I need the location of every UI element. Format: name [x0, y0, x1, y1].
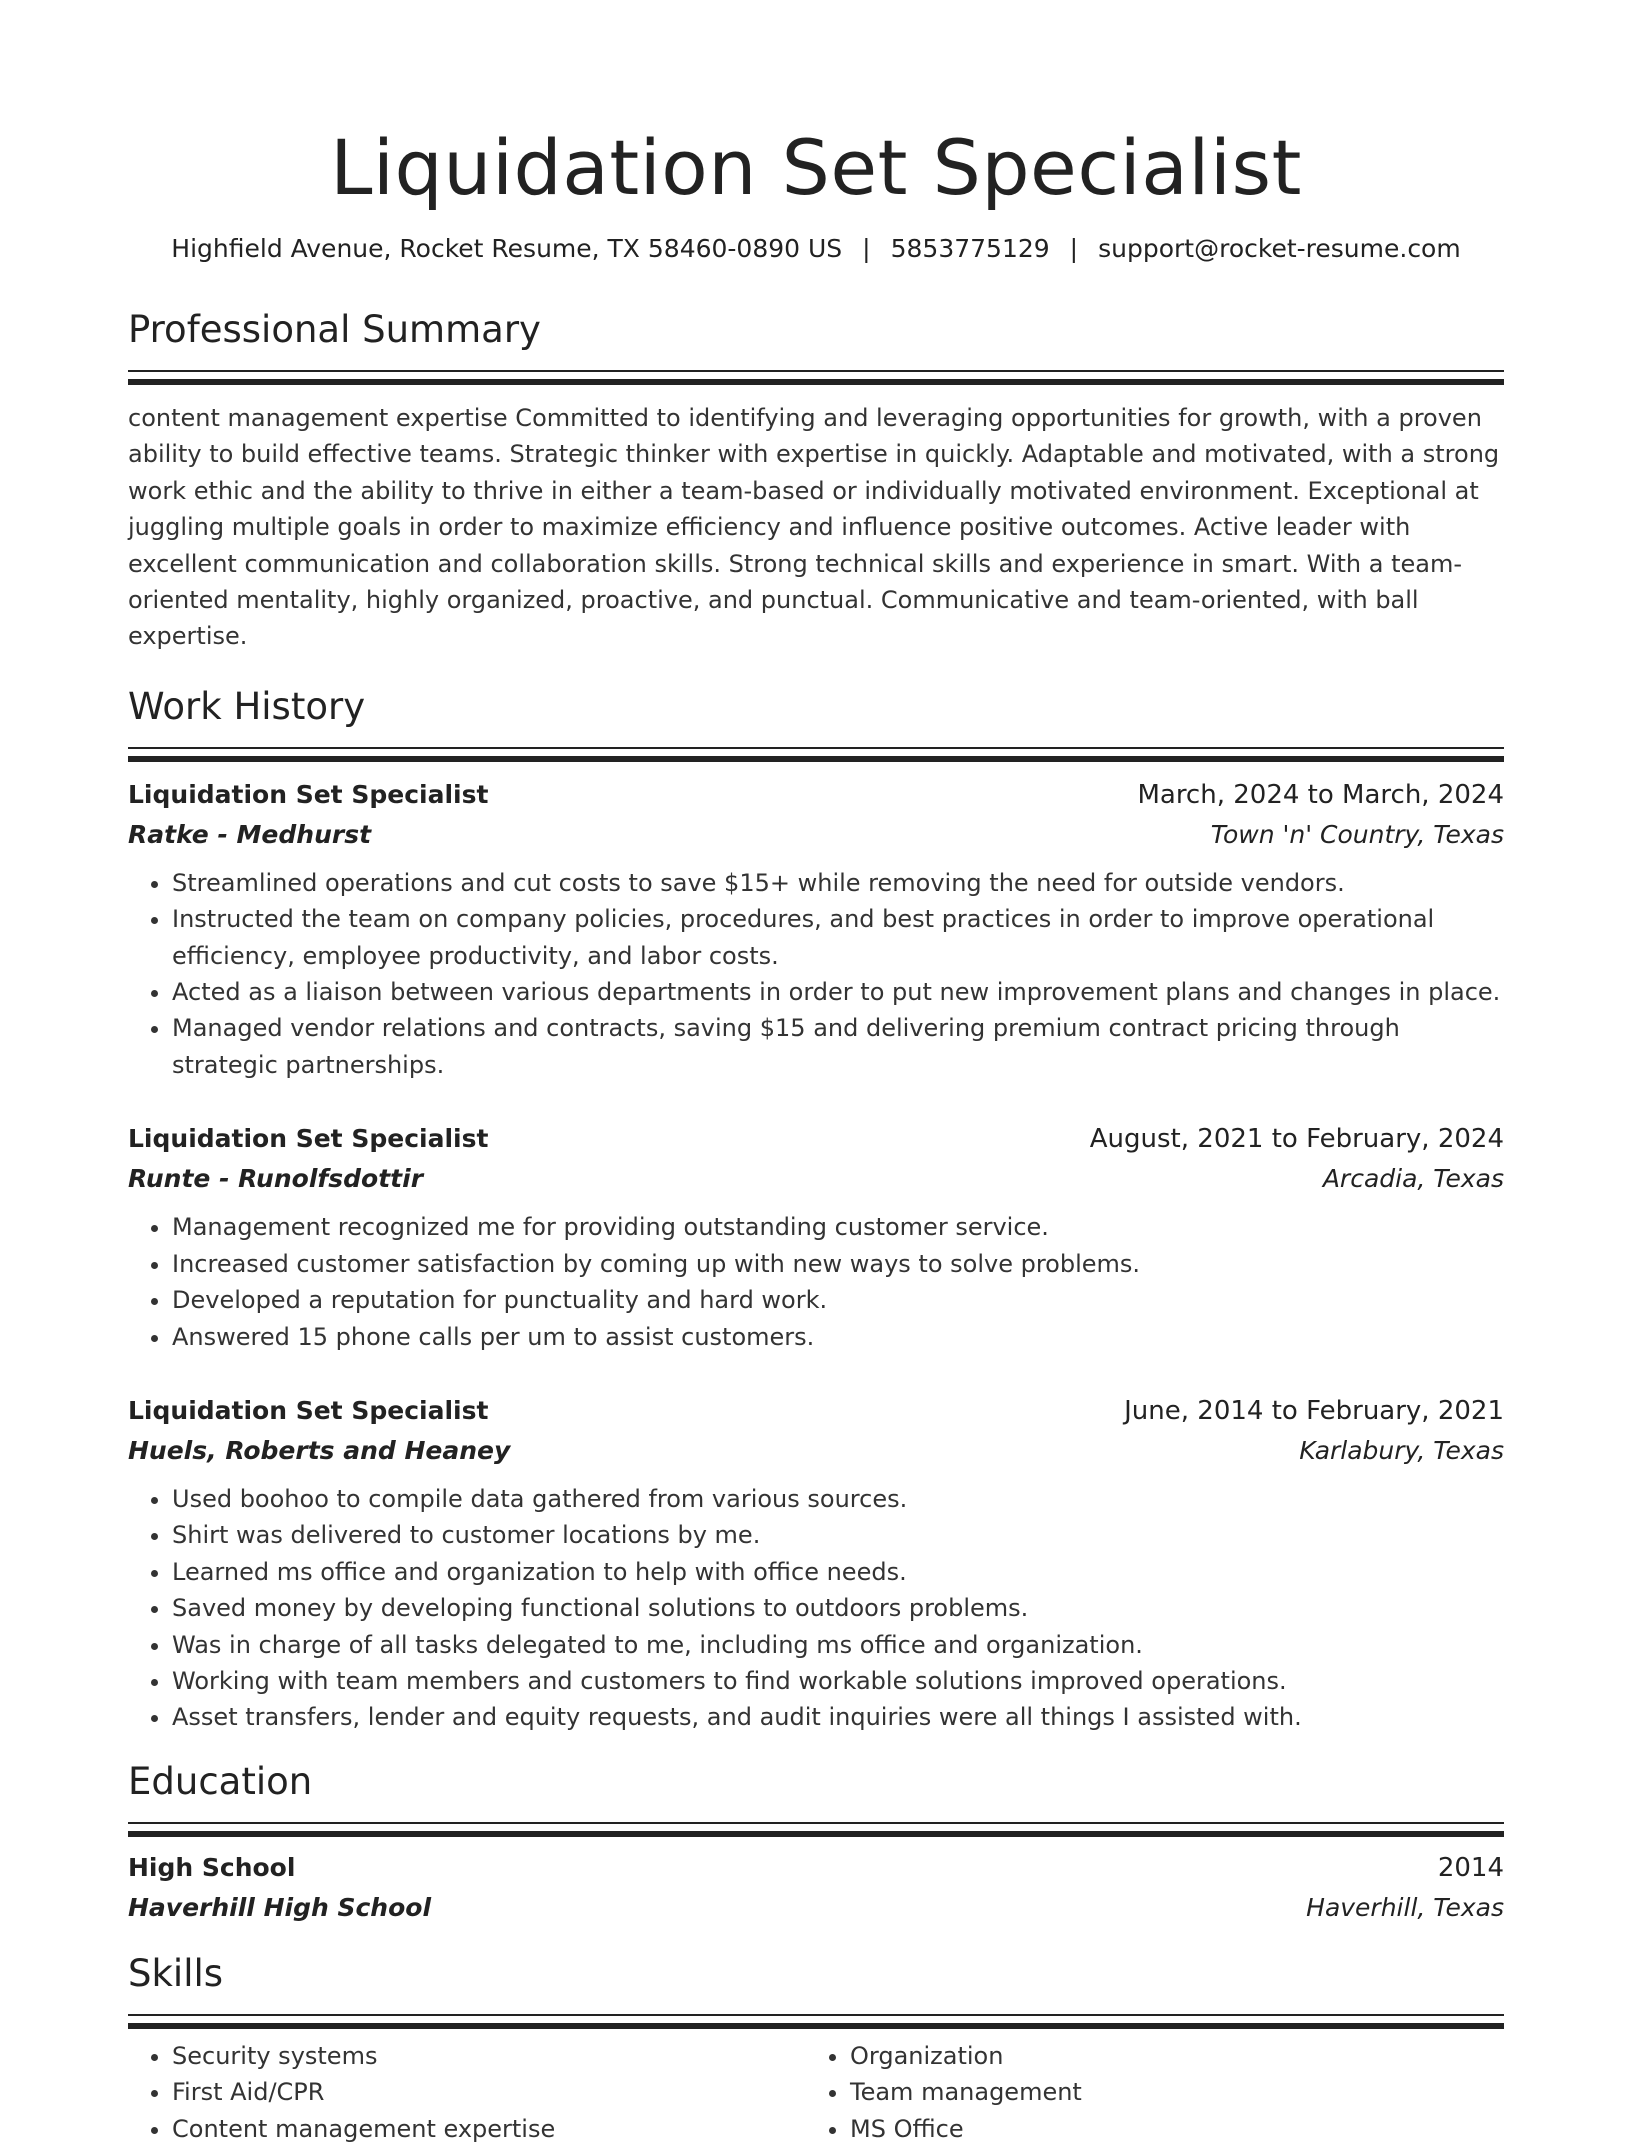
- skill-item: • MS Office: [850, 2111, 1484, 2147]
- job-location: Arcadia, Texas: [1322, 1164, 1504, 1194]
- job-bullet: • Increased customer satisfaction by coming up with new ways to solve problems.: [172, 1246, 1504, 1282]
- contact-phone: 5853775129: [890, 234, 1050, 263]
- section-divider: [128, 747, 1504, 759]
- section-divider: [128, 370, 1504, 382]
- contact-email: support@rocket-resume.com: [1098, 234, 1461, 263]
- skills-list-left: [128, 2038, 806, 2147]
- job-bullet: • Asset transfers, lender and equity requests, and audit inquiries were all things I assisted with.: [172, 1699, 1504, 1735]
- section-title-work-history: Work History: [128, 684, 366, 728]
- job-company: Runte - Runolfsdottir: [128, 1164, 424, 1194]
- job-bullet: • Management recognized me for providing outstanding customer service.: [172, 1209, 1504, 1245]
- contact-separator: |: [1069, 234, 1079, 263]
- skill-item: • Organization: [850, 2038, 1484, 2074]
- section-title-education: Education: [128, 1759, 313, 1803]
- job-location: Town 'n' Country, Texas: [1210, 819, 1504, 849]
- education-year: 2014: [1437, 1852, 1504, 1883]
- job-location: Karlabury, Texas: [1299, 1435, 1504, 1465]
- skill-item: • Content management expertise: [172, 2111, 806, 2147]
- contact-line: [128, 232, 1504, 266]
- job-dates: August, 2021 to February, 2024: [1089, 1124, 1504, 1155]
- summary-text: content management expertise Committed to identifying and leveraging opportunities for growth, with a proven ability to build effective teams. Strategic thinker with expertise in quickly. Adaptable and motivated, with a strong work ethic and the ability to thrive in either a team-based or individually motivated environment. Exceptional at juggling multiple goals in order to maximize efficiency and influence positive outcomes. Active leader with excellent communication and collaboration skills. Strong technical skills and experience in smart. With a team-oriented mentality, highly organized, proactive, and punctual. Communicative and team-oriented, with ball expertise.: [128, 404, 1500, 651]
- job-title: Liquidation Set Specialist: [128, 1124, 489, 1154]
- job-entry: [128, 1391, 1504, 1736]
- job-bullet: • Used boohoo to compile data gathered from various sources.: [172, 1481, 1504, 1517]
- job-bullet: • Acted as a liaison between various departments in order to put new improvement plans and changes in place.: [172, 974, 1504, 1010]
- skills-list-right: [806, 2038, 1484, 2147]
- candidate-name: Liquidation Set Specialist: [330, 123, 1302, 212]
- job-bullet: • Was in charge of all tasks delegated to me, including ms office and organization.: [172, 1627, 1504, 1663]
- job-entry: [128, 775, 1504, 1083]
- job-bullet: • Shirt was delivered to customer locations by me.: [172, 1517, 1504, 1553]
- job-bullet: • Instructed the team on company policies, procedures, and best practices in order to improve operational efficiency, employee productivity, and labor costs.: [172, 901, 1504, 974]
- education-section: [128, 1758, 1504, 1928]
- education-location: Haverhill, Texas: [1306, 1892, 1504, 1922]
- skill-item: • Security systems: [172, 2038, 806, 2074]
- section-divider: [128, 1822, 1504, 1834]
- job-company: Ratke - Medhurst: [128, 819, 372, 849]
- contact-separator: |: [862, 234, 871, 263]
- job-bullets: [128, 1209, 1504, 1355]
- job-bullet: • Managed vendor relations and contracts, saving $15 and delivering premium contract pricing through strategic partnerships.: [172, 1010, 1504, 1083]
- skills-section: [128, 1950, 1504, 2147]
- job-bullet: • Working with team members and customers to find workable solutions improved operations.: [172, 1663, 1504, 1699]
- education-school: Haverhill High School: [128, 1892, 432, 1922]
- job-bullet: • Streamlined operations and cut costs to save $15+ while removing the need for outside vendors.: [172, 865, 1504, 901]
- education-degree: High School: [128, 1852, 296, 1882]
- job-company: Huels, Roberts and Heaney: [128, 1435, 511, 1465]
- contact-address: Highfield Avenue, Rocket Resume, TX 58460-0890 US: [171, 234, 843, 263]
- work-history-section: [128, 683, 1504, 1736]
- job-bullets: [128, 1481, 1504, 1736]
- job-bullets: [128, 865, 1504, 1083]
- skills-columns: [128, 2038, 1504, 2147]
- job-bullet: • Learned ms office and organization to help with office needs.: [172, 1554, 1504, 1590]
- job-dates: March, 2024 to March, 2024: [1137, 779, 1504, 810]
- education-entry: [128, 1848, 1504, 1928]
- section-divider: [128, 2014, 1504, 2026]
- skill-item: • Team management: [850, 2074, 1484, 2110]
- job-entry: [128, 1119, 1504, 1355]
- resume-page: [128, 0, 1504, 2147]
- skill-item: • First Aid/CPR: [172, 2074, 806, 2110]
- job-bullet: • Saved money by developing functional solutions to outdoors problems.: [172, 1590, 1504, 1626]
- job-bullet: • Developed a reputation for punctuality and hard work.: [172, 1282, 1504, 1318]
- job-title: Liquidation Set Specialist: [128, 779, 489, 809]
- job-bullet: • Answered 15 phone calls per um to assist customers.: [172, 1319, 1504, 1355]
- job-dates: June, 2014 to February, 2021: [1124, 1395, 1504, 1426]
- section-title-summary: Professional Summary: [128, 308, 541, 351]
- section-title-skills: Skills: [128, 1951, 224, 1995]
- summary-section: [128, 306, 1504, 655]
- job-title: Liquidation Set Specialist: [128, 1395, 489, 1425]
